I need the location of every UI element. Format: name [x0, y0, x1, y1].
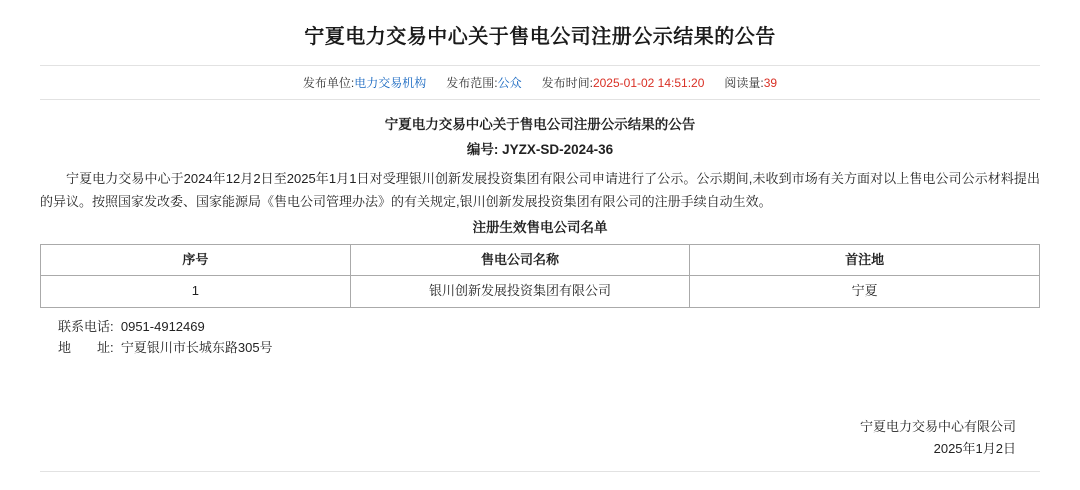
meta-bar — [40, 65, 1040, 100]
contact-phone-value: 0951-4912469 — [120, 318, 205, 334]
table-cell-index: 1 — [41, 276, 351, 307]
footer-divider — [40, 471, 1040, 472]
contact-address-value: 宁夏银川市长城东路305号 — [120, 339, 273, 355]
contact-address-row — [58, 337, 1040, 358]
table-cell-company: 银川创新发展投资集团有限公司 — [350, 276, 690, 307]
meta-scope-value[interactable]: 公众 — [497, 76, 522, 90]
signature-org: 宁夏电力交易中心有限公司 — [859, 419, 1016, 435]
meta-time — [542, 74, 705, 91]
page-title: 宁夏电力交易中心关于售电公司注册公示结果的公告 — [304, 26, 776, 48]
meta-publisher — [303, 74, 426, 91]
meta-scope — [446, 74, 521, 91]
table-cell-region: 宁夏 — [690, 276, 1040, 307]
signature-date: 2025年1月2日 — [933, 441, 1016, 457]
meta-views-label: 阅读量: — [724, 76, 764, 90]
contact-phone-label: 联系电话: — [58, 318, 114, 334]
announcement-paragraph: 宁夏电力交易中心于2024年12月2日至2025年1月1日对受理银川创新发展投资集团有限公司申请进行了公示。公示期间,未收到市场有关方面对以上售电公司公示材料提出的异议。按照国家发改委、国家能源局《售电公司管理办法》的有关规定,银川创新发展投资集团有限公司的注册手续自动生效。 — [40, 170, 1040, 209]
meta-publisher-label: 发布单位: — [302, 76, 355, 90]
contact-address-label: 地 址: — [58, 339, 114, 355]
meta-publisher-value[interactable]: 电力交易机构 — [354, 76, 427, 90]
meta-time-value: 2025-01-02 14:51:20 — [592, 76, 705, 90]
table-header-cell: 售电公司名称 — [350, 245, 690, 276]
meta-views-value: 39 — [763, 76, 778, 90]
table-header-cell: 序号 — [41, 245, 351, 276]
contact-block — [40, 316, 1040, 359]
contact-phone-row — [58, 316, 1040, 337]
meta-scope-label: 发布范围: — [446, 76, 498, 90]
table-header-cell: 首注地 — [690, 245, 1040, 276]
registered-companies-table — [40, 244, 1040, 307]
table-caption: 注册生效售电公司名单 — [472, 220, 608, 236]
meta-time-label: 发布时间: — [541, 76, 593, 90]
table-header-row — [41, 245, 1040, 276]
document-body — [40, 114, 1040, 461]
meta-views — [724, 74, 777, 91]
signature-block — [40, 416, 1040, 460]
announcement-number: 编号: JYZX-SD-2024-36 — [466, 141, 614, 157]
table-row — [41, 276, 1040, 307]
announcement-subtitle: 宁夏电力交易中心关于售电公司注册公示结果的公告 — [384, 117, 696, 132]
